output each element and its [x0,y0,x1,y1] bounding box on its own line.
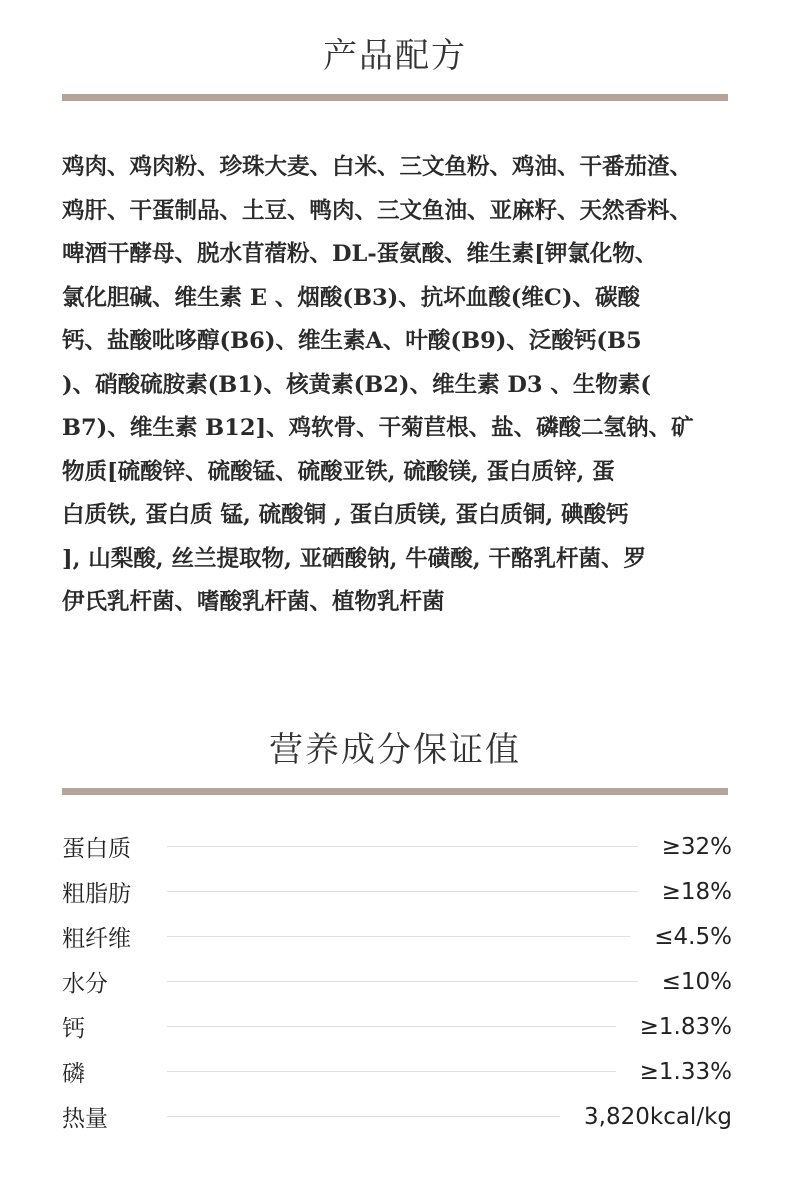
nutrient-name: 水分 [62,971,108,997]
nutrition-row [62,1049,732,1094]
nutrient-name: 钙 [62,1016,85,1042]
leader-line [167,1071,616,1072]
title-divider [62,788,728,795]
nutrient-value: ≤10% [661,968,732,995]
ingredient-line: ], 山梨酸, 丝兰提取物, 亚硒酸钠, 牛磺酸, 干酪乳杆菌、罗 [62,545,646,572]
formula-title: 产品配方 [323,36,467,76]
nutrition-row [62,869,732,914]
ingredient-line: 钙、盐酸吡哆醇(B6)、维生素A、叶酸(B9)、泛酸钙(B5 [62,328,642,354]
ingredient-line: 氯化胆碱、维生素 E 、烟酸(B3)、抗坏血酸(维C)、碳酸 [62,284,640,311]
nutrient-name: 磷 [62,1061,85,1087]
ingredient-line: 鸡肝、干蛋制品、土豆、鸭肉、三文鱼油、亚麻籽、天然香料、 [62,197,693,224]
nutrition-row [62,1004,732,1049]
nutrition-row [62,1094,732,1139]
nutrient-value: ≥18% [661,878,732,905]
ingredient-line: 鸡肉、鸡肉粉、珍珠大麦、白米、三文鱼粉、鸡油、干番茄渣、 [62,154,693,180]
nutrition-row [62,959,732,1004]
leader-line [167,1026,616,1027]
leader-line [167,846,638,847]
nutrient-value: ≥1.83% [639,1013,732,1040]
nutrient-value: ≤4.5% [654,923,732,950]
nutrition-title: 营养成分保证值 [269,730,521,770]
nutrient-name: 粗脂肪 [62,881,131,907]
leader-line [167,891,638,892]
ingredient-line: 伊氏乳杆菌、嗜酸乳杆菌、植物乳杆菌 [62,589,445,615]
nutrition-table [62,824,732,1139]
leader-line [167,981,638,982]
ingredient-line: 物质[硫酸锌、硫酸锰、硫酸亚铁, 硫酸镁, 蛋白质锌, 蛋 [62,458,615,485]
nutrient-value: ≥1.33% [639,1058,732,1085]
nutrient-name: 粗纤维 [62,926,131,952]
ingredient-list [62,146,732,625]
ingredient-line: 啤酒干酵母、脱水苜蓿粉、DL-蛋氨酸、维生素[钾氯化物、 [62,241,658,267]
nutrient-name: 蛋白质 [62,836,131,862]
leader-line [167,1116,560,1117]
nutrient-name: 热量 [62,1106,108,1132]
ingredient-line: B7)、维生素 B12]、鸡软骨、干菊苣根、盐、磷酸二氢钠、矿 [62,415,694,441]
nutrient-value: 3,820kcal/kg [584,1103,732,1130]
nutrient-value: ≥32% [661,833,732,860]
title-divider [62,94,728,101]
leader-line [167,936,630,937]
nutrition-row [62,824,732,869]
ingredient-line: )、硝酸硫胺素(B1)、核黄素(B2)、维生素 D3 、生物素( [62,371,652,398]
ingredient-line: 白质铁, 蛋白质 锰, 硫酸铜 , 蛋白质镁, 蛋白质铜, 碘酸钙 [62,502,629,528]
nutrition-row [62,914,732,959]
